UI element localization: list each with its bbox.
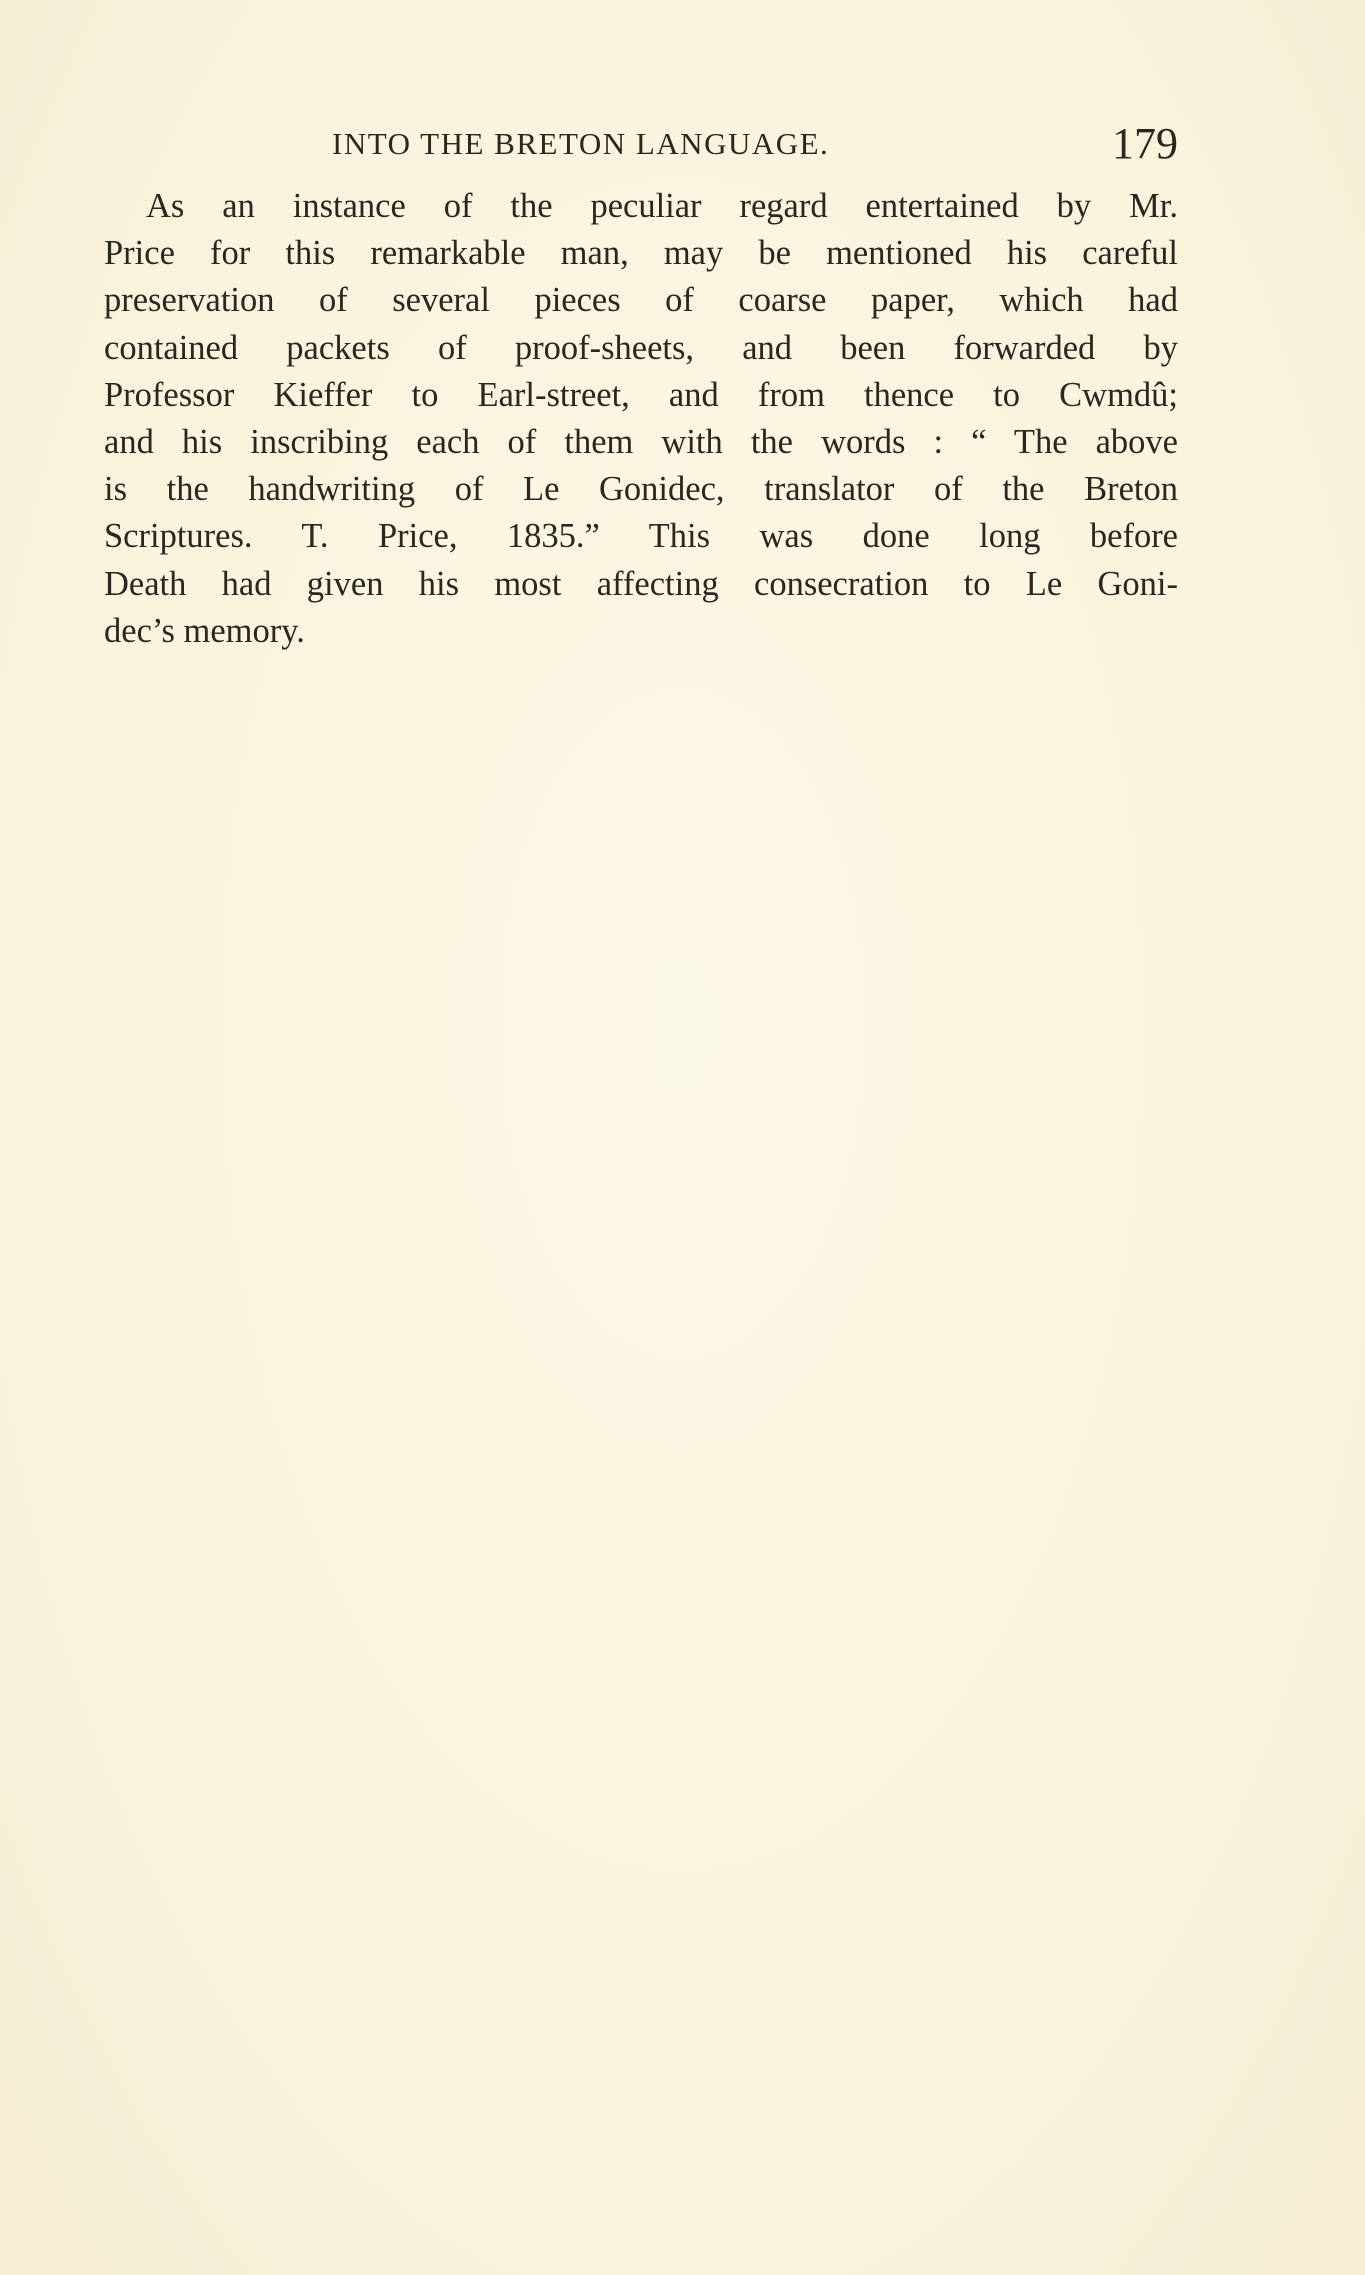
running-title: INTO THE BRETON LANGUAGE. [332,126,830,161]
text-line: preservation of several pieces of coarse paper, which had [104,281,1178,320]
text-line: Price for this remarkable man, may be mentioned his careful [104,234,1178,273]
body-paragraph [104,183,1178,655]
text-line: dec’s memory. [104,611,305,650]
text-line: Death had given his most affecting consecration to Le Goni- [104,564,1178,603]
text-line: contained packets of proof-sheets, and been forwarded by [104,328,1178,367]
text-line: Professor Kieffer to Earl-street, and from thence to Cwmdû; [104,375,1178,414]
page-number: 179 [1112,119,1178,168]
text-line: is the handwriting of Le Gonidec, translator of the Breton [104,470,1178,509]
running-head [332,118,1178,170]
text-line: As an instance of the peculiar regard entertained by Mr. [146,187,1178,225]
text-line: Scriptures. T. Price, 1835.” This was done long before [104,517,1178,556]
text-line: and his inscribing each of them with the words : “ The above [104,422,1178,461]
